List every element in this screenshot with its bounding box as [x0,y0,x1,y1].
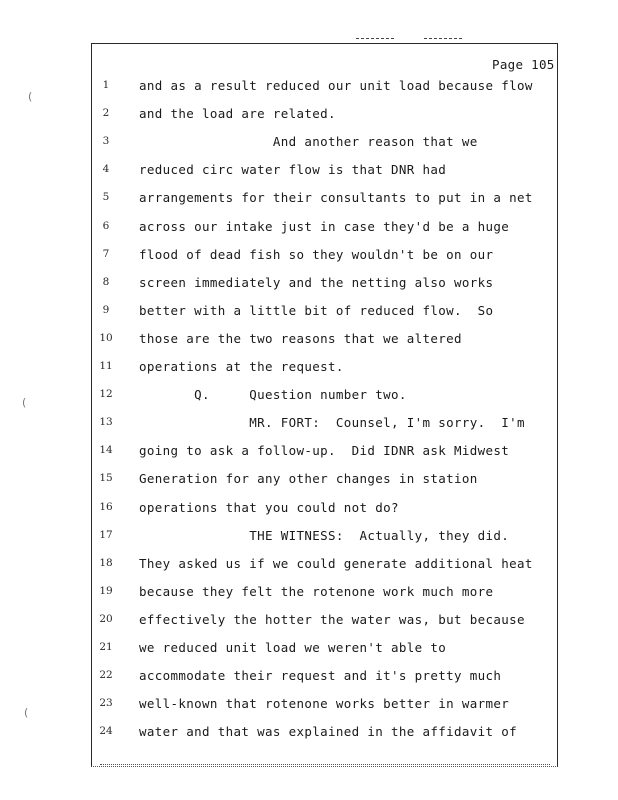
transcript-line: well-known that rotenone works better in warmer [139,696,510,712]
line-number: 9 [102,303,110,316]
transcript-page-frame [91,43,558,767]
transcript-line: effectively the hotter the water was, but because [139,611,525,627]
line-number: 10 [99,331,113,344]
line-number: 4 [102,163,110,176]
top-scan-mark [356,38,394,39]
transcript-line: better with a little bit of reduced flow. So [139,302,494,318]
line-number: 24 [99,725,113,738]
transcript-line: and the load are related. [139,106,336,122]
line-number: 17 [99,528,113,541]
transcript-line: Generation for any other changes in station [139,471,478,487]
transcript-line: operations at the request. [139,359,344,374]
line-number: 22 [99,669,113,682]
transcript-line: arrangements for their consultants to put in a net [139,190,533,206]
line-number: 21 [99,641,113,653]
transcript-line: MR. FORT: Counsel, I'm sorry. I'm [139,415,525,431]
line-number: 8 [102,275,110,288]
margin-speck: ( [22,396,27,409]
margin-speck: ( [24,706,29,719]
line-number: 7 [102,247,110,260]
line-number: 1 [102,79,110,91]
transcript-line: across our intake just in case they'd be a huge [139,218,510,234]
transcript-line: because they felt the rotenone work much more [139,583,494,599]
transcript-line: reduced circ water flow is that DNR had [139,162,447,178]
line-number: 5 [102,191,110,204]
transcript-line: THE WITNESS: Actually, they did. [139,527,510,543]
margin-speck: ( [28,90,33,103]
line-number: 12 [99,388,113,401]
transcript-line: water and that was explained in the affidavit of [139,724,518,740]
transcript-line: accommodate their request and it's pretty much [139,668,502,684]
page-number: Page 105 [492,57,555,72]
transcript-line: Q. Question number two. [139,387,407,403]
line-number: 2 [102,107,110,120]
line-number: 19 [99,584,113,597]
top-scan-mark [424,38,462,39]
transcript-line: and as a result reduced our unit load because flow [139,78,533,93]
line-number: 6 [102,219,110,232]
line-number: 15 [99,472,113,485]
transcript-line: going to ask a follow-up. Did IDNR ask Midwest [139,443,510,459]
transcript-line: we reduced unit load we weren't able to [139,640,447,655]
transcript-line: screen immediately and the netting also works [139,274,494,290]
line-number: 14 [99,444,113,457]
transcript-line: And another reason that we [139,134,478,150]
transcript-line: those are the two reasons that we altered [139,330,462,346]
line-number: 23 [99,697,113,710]
transcript-line: They asked us if we could generate additional heat [139,555,533,571]
bottom-scan-mark [100,764,550,765]
line-number: 3 [102,135,110,148]
line-number: 11 [99,360,113,372]
line-number: 13 [99,416,113,429]
transcript-line: flood of dead fish so they wouldn't be on our [139,246,494,262]
transcript-line: operations that you could not do? [139,499,399,515]
line-number: 16 [99,500,113,513]
line-number: 18 [99,556,113,569]
line-number: 20 [99,612,113,625]
